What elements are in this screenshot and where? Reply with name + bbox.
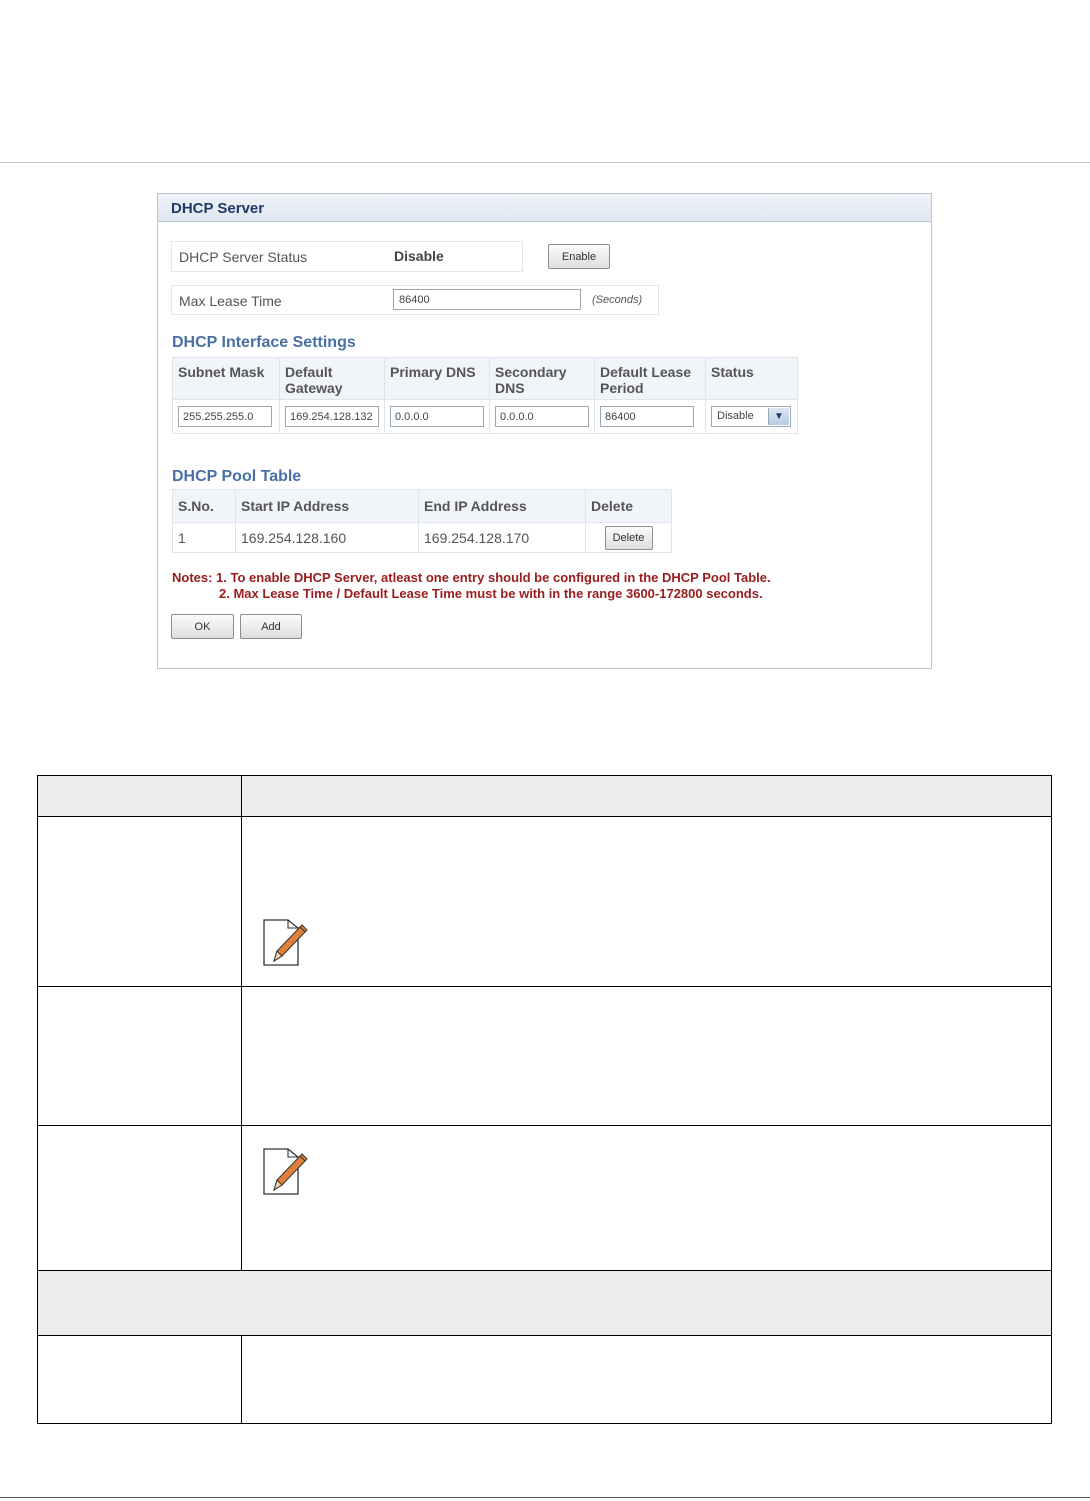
row-2-description	[242, 987, 1052, 1126]
status-cell	[706, 400, 798, 434]
status-select-value: Disable	[717, 410, 754, 422]
col-default-lease-period: Default Lease Period	[595, 358, 706, 400]
server-status-value: Disable	[394, 248, 444, 264]
header-cell-parameter	[38, 776, 242, 817]
col-secondary-dns: Secondary DNS	[490, 358, 595, 400]
default-gateway-cell	[280, 400, 385, 434]
chevron-down-icon: ▼	[768, 408, 789, 425]
ok-button[interactable]: OK	[171, 614, 234, 639]
table-row	[38, 1336, 1052, 1424]
default-lease-period-input[interactable]	[600, 406, 694, 427]
enable-button[interactable]: Enable	[548, 244, 610, 269]
table-row	[38, 817, 1052, 987]
table-row	[173, 523, 672, 553]
table-row	[38, 987, 1052, 1126]
primary-dns-cell	[385, 400, 490, 434]
max-lease-input[interactable]	[393, 289, 581, 310]
table-header-row	[38, 776, 1052, 817]
col-primary-dns: Primary DNS	[385, 358, 490, 400]
col-subnet-mask: Subnet Mask	[173, 358, 280, 400]
panel-title: DHCP Server	[158, 194, 931, 222]
row-4-description	[242, 1336, 1052, 1424]
row-1-parameter	[38, 817, 242, 987]
col-end-ip: End IP Address	[419, 490, 586, 523]
table-header-row	[173, 490, 672, 523]
row-2-parameter	[38, 987, 242, 1126]
col-default-gateway: Default Gateway	[280, 358, 385, 400]
interface-settings-title: DHCP Interface Settings	[172, 334, 356, 351]
row-1-description	[242, 817, 1052, 987]
primary-dns-input[interactable]	[390, 406, 484, 427]
notes	[172, 570, 771, 602]
table-header-row	[173, 358, 798, 400]
col-delete: Delete	[586, 490, 672, 523]
pool-start-ip: 169.254.128.160	[236, 523, 419, 553]
pool-end-ip: 169.254.128.170	[419, 523, 586, 553]
row-3-description	[242, 1126, 1052, 1271]
table-row	[173, 400, 798, 434]
row-3-parameter	[38, 1126, 242, 1271]
section-row	[38, 1271, 1052, 1336]
note-line-1: Notes: 1. To enable DHCP Server, atleast one entry should be configured in the DHCP Pool Table.	[172, 570, 771, 585]
pool-table-title: DHCP Pool Table	[172, 468, 302, 485]
description-table	[37, 775, 1052, 1424]
add-button[interactable]: Add	[240, 614, 302, 639]
secondary-dns-cell	[490, 400, 595, 434]
server-status-label: DHCP Server Status	[179, 249, 308, 265]
col-sno: S.No.	[173, 490, 236, 523]
page-footer-divider	[0, 1497, 1090, 1498]
col-start-ip: Start IP Address	[236, 490, 419, 523]
subnet-mask-cell	[173, 400, 280, 434]
pool-delete-cell	[586, 523, 672, 553]
subnet-mask-input[interactable]	[178, 406, 272, 427]
col-status: Status	[706, 358, 798, 400]
max-lease-label: Max Lease Time	[179, 293, 282, 309]
interface-settings-table	[172, 357, 798, 434]
default-lease-cell	[595, 400, 706, 434]
dhcp-server-panel	[157, 193, 932, 669]
table-row	[38, 1126, 1052, 1271]
default-gateway-input[interactable]	[285, 406, 379, 427]
server-status-row	[171, 241, 523, 272]
max-lease-unit: (Seconds)	[592, 294, 643, 306]
note-line-2: 2. Max Lease Time / Default Lease Time must be with in the range 3600-172800 seconds.	[219, 586, 763, 601]
secondary-dns-input[interactable]	[495, 406, 589, 427]
pool-sno: 1	[173, 523, 236, 553]
status-select[interactable]	[711, 406, 791, 427]
note-pencil-icon	[260, 1144, 310, 1198]
page-header-divider	[0, 162, 1090, 163]
pool-table	[172, 489, 672, 553]
section-cell	[38, 1271, 1052, 1336]
row-4-parameter	[38, 1336, 242, 1424]
header-cell-description	[242, 776, 1052, 817]
note-pencil-icon	[260, 915, 310, 969]
delete-button[interactable]: Delete	[605, 526, 653, 550]
